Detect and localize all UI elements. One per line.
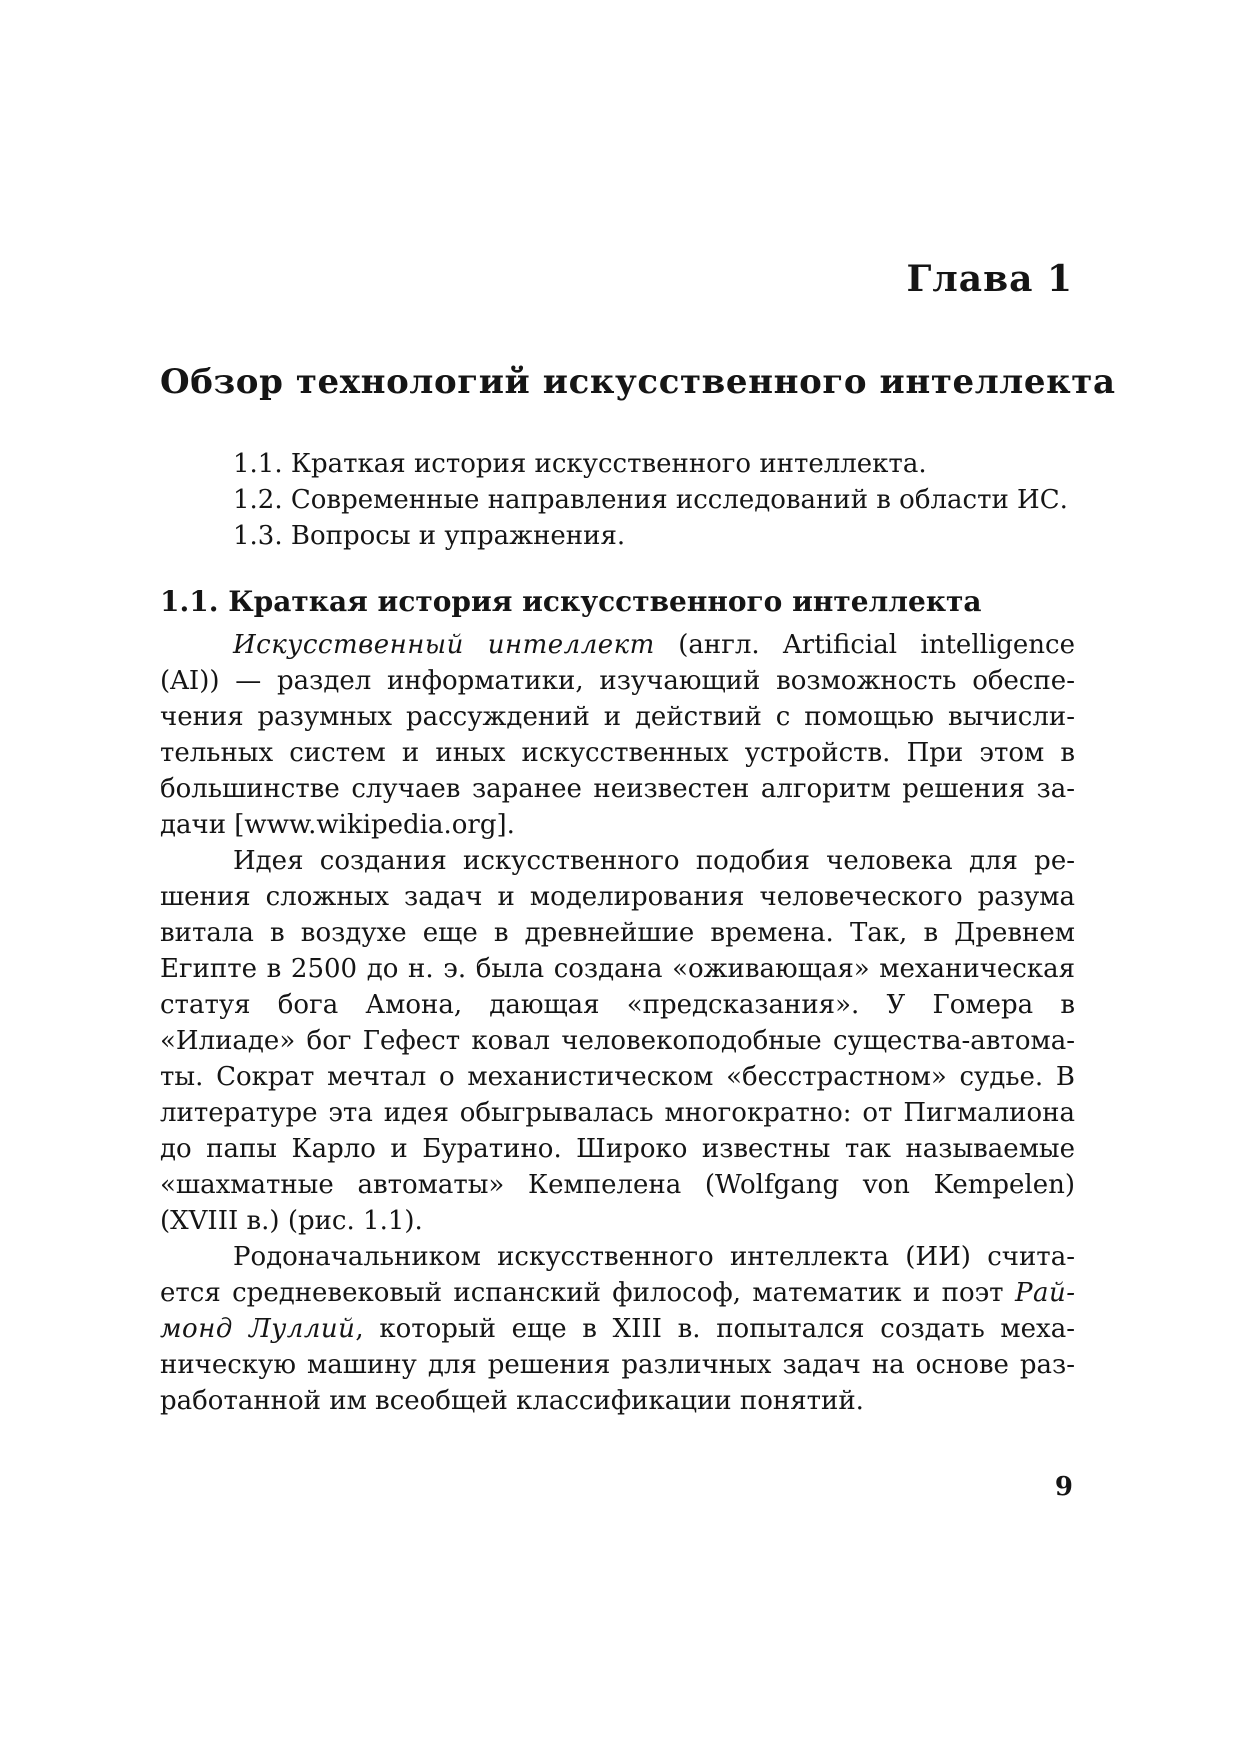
toc-item-1-1: 1.1. Краткая история искусственного интеллекта. bbox=[233, 449, 927, 479]
term-italic: Искусственный интеллект bbox=[233, 630, 655, 660]
body-text bbox=[160, 627, 1075, 1419]
paragraph-history bbox=[160, 843, 1075, 1239]
toc-item-1-2: 1.2. Современные направления исследований в области ИС. bbox=[233, 485, 1068, 515]
paragraph-text: Родоначальником искусственного интеллекта (ИИ) считается средневековый испанский философ, математик и поэт bbox=[160, 1242, 1075, 1308]
paragraph-text: , который еще в XIII в. попытался создать механическую машину для решения различных задач на основе разработанной им всеобщей классификации понятий. bbox=[160, 1314, 1075, 1416]
person-name-italic: Раймонд Луллий bbox=[160, 1278, 1075, 1344]
chapter-title: Обзор технологий искусственного интеллекта bbox=[160, 362, 1116, 402]
paragraph-text: Идея создания искусственного подобия человека для решения сложных задач и моделирования человеческого разума витала в воздухе еще в древнейшие времена. Так, в Древнем Египте в 2500 до н. э. была создана «оживающая» механическая статуя бога Амона, дающая «предсказания». У Гомера в «Илиаде» бог Гефест ковал человекоподобные существа-автоматы. Сократ мечтал о механистическом «бесстрастном» судье. В литературе эта идея обыгрывалась многократно: от Пигмалиона до папы Карло и Буратино. Широко известны так называемые «шахматные автоматы» Кемпелена (Wolfgang von Kempelen) (XVIII в.) (рис. 1.1). bbox=[160, 846, 1075, 1236]
paragraph-text: (англ. Artificial intelligence (AI)) — раздел информатики, изучающий возможность обеспечения разумных рассуждений и действий с помощью вычислительных систем и иных искусственных устройств. При этом в большинстве случаев заранее неизвестен алгоритм решения задачи [www.wikipedia.org]. bbox=[160, 630, 1075, 840]
page-number: 9 bbox=[1054, 1472, 1073, 1502]
paragraph-definition bbox=[160, 627, 1075, 843]
chapter-contents bbox=[233, 446, 1093, 554]
section-heading: 1.1. Краткая история искусственного интеллекта bbox=[160, 585, 982, 618]
chapter-label: Глава 1 bbox=[906, 258, 1073, 300]
paragraph-founder bbox=[160, 1239, 1075, 1419]
toc-item-1-3: 1.3. Вопросы и упражнения. bbox=[233, 521, 626, 551]
